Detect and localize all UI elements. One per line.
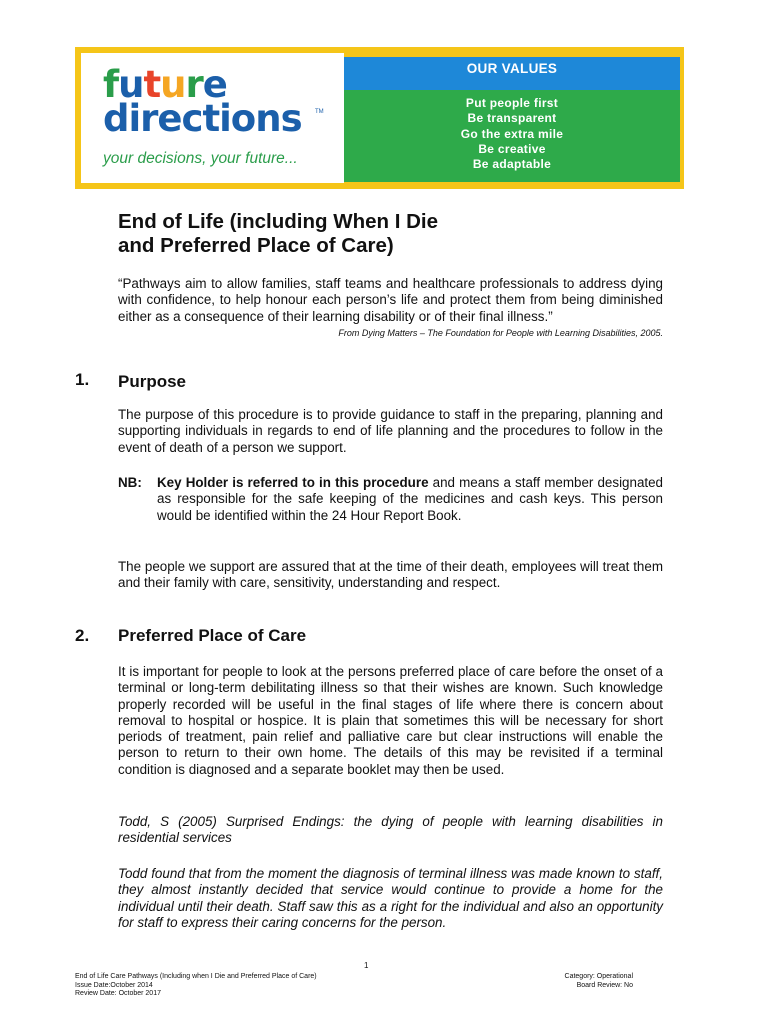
section-2-paragraph-2: Todd found that from the moment the diagnosis of terminal illness was made known to staff, they almost instantly decided that service would continue to provide a home for the individual until their death. Staff saw this as a right for the individual and also an opportunity for staff to express their caring concerns for the person. [118,866,663,930]
trademark-mark: TM [315,109,324,115]
section-2-number: 2. [75,626,90,645]
value-item: Go the extra mile [460,126,564,141]
value-item: Be adaptable [472,157,552,172]
header-banner [75,47,684,189]
footer-left [75,973,317,999]
quote-source: From Dying Matters – The Foundation for People with Learning Disabilities, 2005. [338,327,663,338]
footer-board-review: Board Review: No [576,981,633,989]
nb-bold-text: Key Holder is referred to in this procedure [157,475,429,490]
nb-text: and means a staff member designated as responsible for the safe keeping of the medicines and cash keys. This person would be identified within the 24 Hour Report Book. [157,475,664,523]
page-number: 1 [364,961,369,970]
footer-issue-date: Issue Date:October 2014 [75,981,153,989]
logo-future-text: future [103,63,227,106]
section-1-heading: Purpose [118,372,187,391]
footer-review-date: Review Date: October 2017 [75,990,161,997]
section-2-paragraph-1: It is important for people to look at the persons preferred place of care before the onset of a terminal or long-term debilitating illness so that their wishes are known. Such knowledge properly recorded will be useful in the final stages of life where there is concern about removal to hospital or hospice. It is plain that sometimes this will be necessary for short periods of treatment, pain relief and palliative care but clear instructions will enable the person to return to their own home. The details of this may be revisited if a terminal condition is diagnosed and a separate booklet may then be used. [118,664,663,777]
section-1-paragraph-1: The purpose of this procedure is to provide guidance to staff in the preparing, planning and supporting individuals in regards to end of life planning and the procedures to follow in the event of death of a person we support. [118,407,663,455]
logo-tagline: your decisions, your future... [103,150,298,167]
footer-doc-title: End of Life Care Pathways (Including when I Die and Preferred Place of Care) [75,973,317,980]
quote-text: “Pathways aim to allow families, staff teams and healthcare professionals to address dying with confidence, to help honour each person’s life and protect them from being diminished either as a consequence of their learning disability or of their final illness.” [118,276,663,324]
opening-quote [118,276,663,341]
logo-directions-text: directions [103,97,302,140]
values-list [344,90,680,182]
value-item: Be creative [478,141,546,156]
future-directions-logo [81,53,344,183]
value-item: Put people first [465,96,559,110]
title-line-2: and Preferred Place of Care) [118,234,394,257]
section-2-heading: Preferred Place of Care [118,626,307,645]
nb-label: NB: [118,475,142,490]
value-item: Be transparent [467,111,557,126]
footer-right [565,973,633,990]
document-title [118,210,663,258]
section-1-number: 1. [75,370,90,389]
title-line-1: End of Life (including When I Die [118,210,439,233]
values-title: OUR VALUES [344,57,680,90]
section-1-paragraph-2: The people we support are assured that at the time of their death, employees will treat them and their family with care, sensitivity, understanding and respect. [118,559,663,591]
nb-note [118,475,663,524]
section-2-reference: Todd, S (2005) Surprised Endings: the dying of people with learning disabilities in residential services [118,814,663,846]
footer-category: Category: Operational [564,973,633,980]
our-values-panel [344,57,680,182]
